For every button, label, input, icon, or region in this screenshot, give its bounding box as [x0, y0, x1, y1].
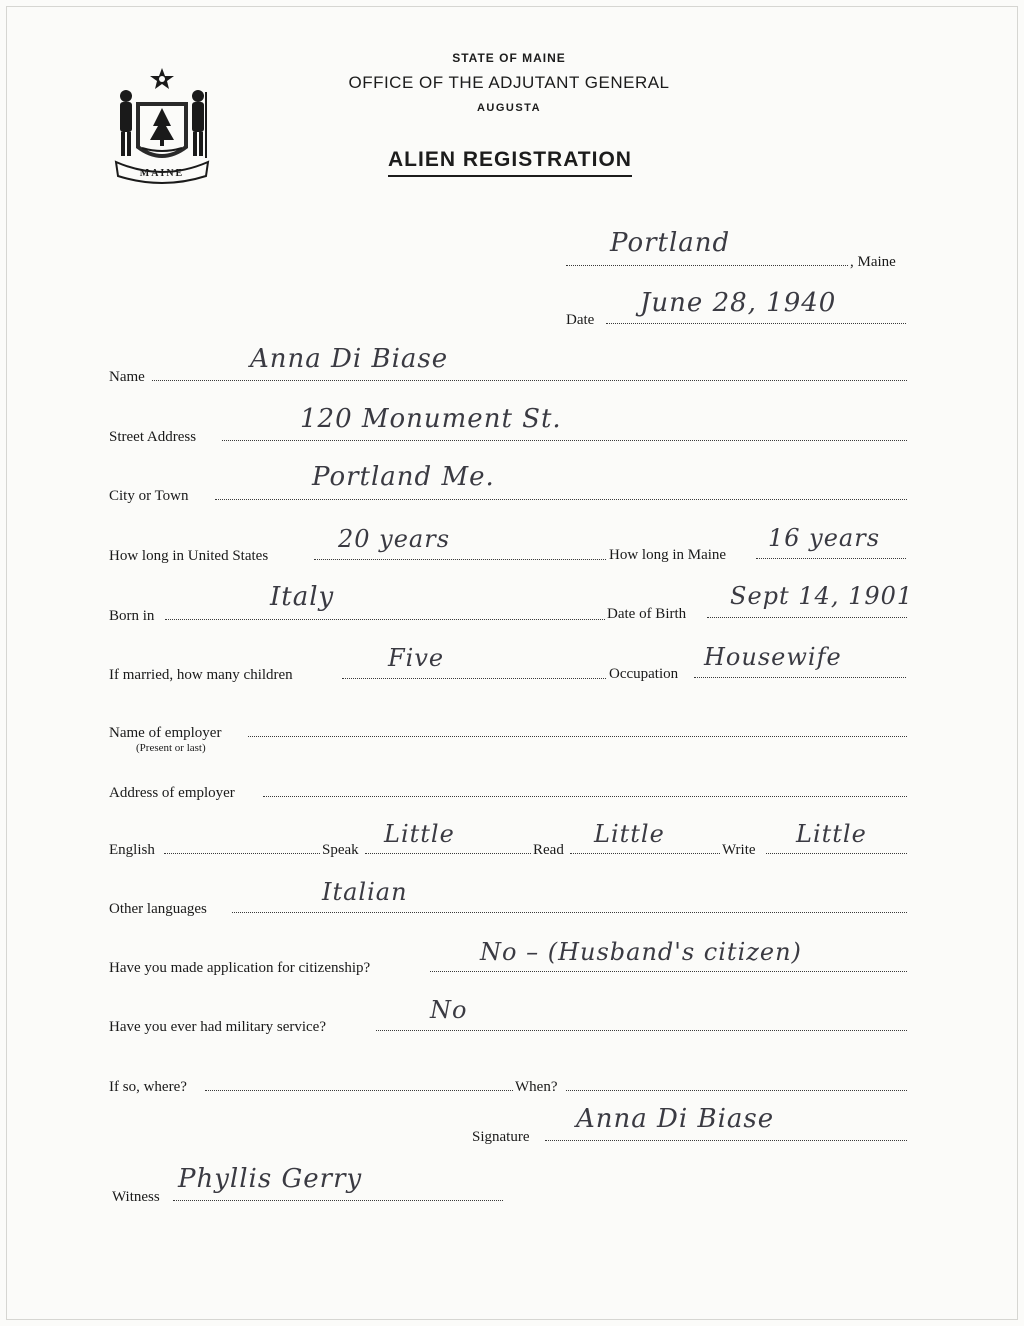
other-languages-label: Other languages	[109, 901, 207, 917]
employer-address-label: Address of employer	[109, 785, 235, 801]
english-label: English	[109, 842, 155, 858]
date-line	[606, 323, 906, 324]
how-long-maine-value[interactable]: 16 years	[768, 524, 881, 552]
signature-label: Signature	[472, 1129, 530, 1145]
read-line	[570, 853, 720, 854]
if-so-where-label: If so, where?	[109, 1079, 187, 1095]
when-label: When?	[515, 1079, 558, 1095]
if-so-where-line	[205, 1090, 513, 1091]
place-value[interactable]: Portland	[610, 228, 731, 258]
witness-label: Witness	[112, 1189, 160, 1205]
speak-value[interactable]: Little	[384, 820, 455, 848]
children-line	[342, 678, 606, 679]
born-in-label: Born in	[109, 608, 155, 624]
read-label: Read	[533, 842, 564, 858]
speak-line	[365, 853, 531, 854]
name-value[interactable]: Anna Di Biase	[250, 344, 449, 374]
write-value[interactable]: Little	[796, 820, 867, 848]
military-value[interactable]: No	[430, 996, 468, 1024]
write-line	[766, 853, 907, 854]
occupation-label: Occupation	[609, 666, 679, 682]
city-or-town-label: City or Town	[109, 488, 189, 504]
read-value[interactable]: Little	[594, 820, 665, 848]
occupation-value[interactable]: Housewife	[704, 643, 842, 671]
occupation-line	[694, 677, 906, 678]
witness-value[interactable]: Phyllis Gerry	[178, 1164, 363, 1194]
speak-label: Speak	[322, 842, 359, 858]
military-label: Have you ever had military service?	[109, 1019, 326, 1035]
employer-name-label: Name of employer	[109, 725, 222, 741]
write-label: Write	[722, 842, 756, 858]
date-label: Date	[566, 312, 595, 328]
citizenship-label: Have you made application for citizenship?	[109, 960, 371, 976]
date-of-birth-value[interactable]: Sept 14, 1901	[730, 582, 914, 610]
children-value[interactable]: Five	[388, 644, 445, 672]
date-of-birth-label: Date of Birth	[607, 606, 687, 622]
maine-suffix-label: , Maine	[850, 254, 896, 270]
date-of-birth-line	[707, 617, 907, 618]
city-or-town-line	[215, 499, 907, 500]
form-title: ALIEN REGISTRATION	[0, 148, 1022, 172]
seal-ribbon-text: MAINE	[139, 168, 185, 179]
street-address-label: Street Address	[109, 429, 197, 445]
city-or-town-value[interactable]: Portland Me.	[312, 462, 495, 492]
date-value[interactable]: June 28, 1940	[640, 288, 837, 318]
employer-name-note: (Present or last)	[136, 742, 206, 754]
how-long-maine-label: How long in Maine	[609, 547, 727, 563]
born-in-value[interactable]: Italy	[270, 582, 335, 612]
children-label: If married, how many children	[109, 667, 293, 683]
employer-name-line	[248, 736, 907, 737]
employer-address-line	[263, 796, 907, 797]
street-address-line	[222, 440, 907, 441]
place-line	[566, 265, 848, 266]
citizenship-value[interactable]: No – (Husband's citizen)	[480, 938, 802, 966]
signature-line	[545, 1140, 907, 1141]
how-long-maine-line	[756, 558, 906, 559]
form-border	[6, 6, 1018, 1320]
state-header: STATE OF MAINE	[452, 51, 566, 65]
how-long-us-label: How long in United States	[109, 548, 269, 564]
signature-value[interactable]: Anna Di Biase	[576, 1104, 775, 1134]
street-address-value[interactable]: 120 Monument St.	[300, 404, 562, 434]
military-line	[376, 1030, 907, 1031]
how-long-us-value[interactable]: 20 years	[338, 525, 451, 553]
when-line	[566, 1090, 907, 1091]
witness-line	[173, 1200, 503, 1201]
name-label: Name	[109, 369, 145, 385]
office-header: OFFICE OF THE ADJUTANT GENERAL	[348, 73, 670, 92]
other-languages-value[interactable]: Italian	[322, 878, 408, 906]
other-languages-line	[232, 912, 907, 913]
english-line	[164, 853, 320, 854]
born-in-line	[165, 619, 605, 620]
city-header: AUGUSTA	[476, 102, 542, 114]
how-long-us-line	[314, 559, 606, 560]
citizenship-line	[430, 971, 907, 972]
name-line	[152, 380, 907, 381]
